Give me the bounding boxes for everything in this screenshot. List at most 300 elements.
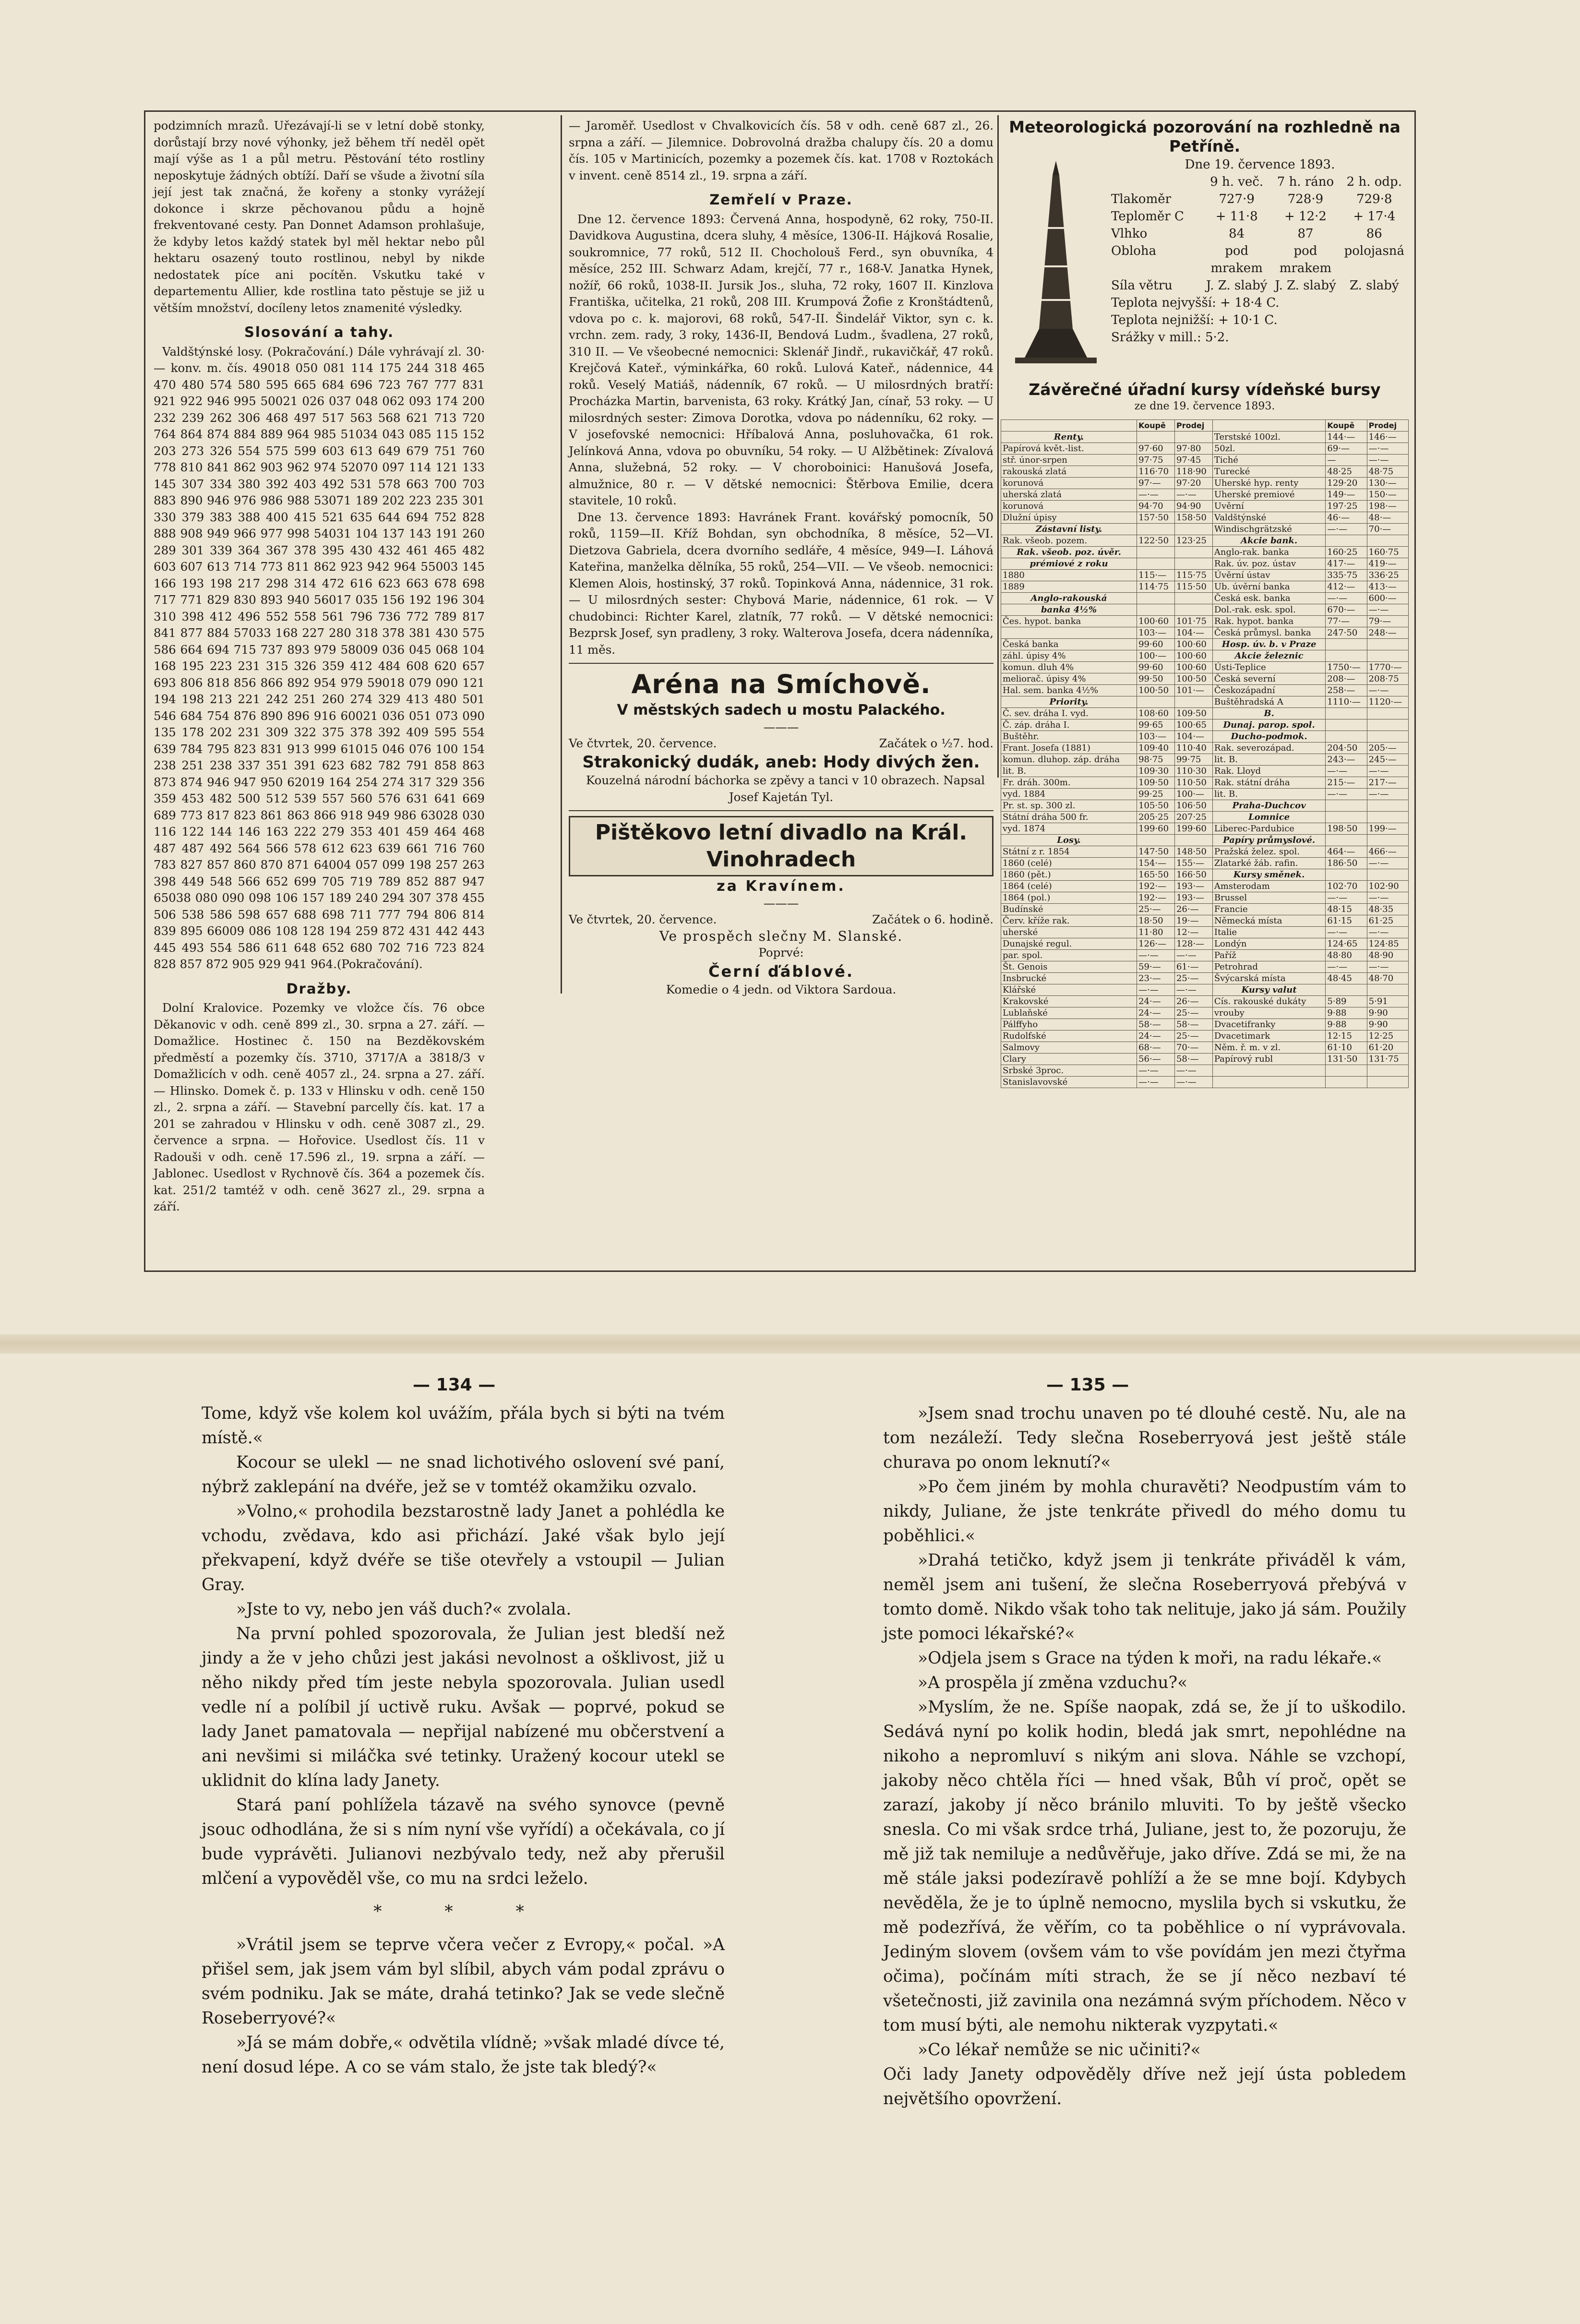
- bourse-cell: Uherské premiové: [1212, 489, 1326, 501]
- meteo-extra-2: Teplota nejnižší: + 10·1 C.: [1111, 313, 1278, 327]
- table-row: [1001, 835, 1409, 846]
- table-row: [1001, 984, 1409, 996]
- bourse-cell: [1367, 835, 1408, 846]
- page-number-left: — 134 —: [413, 1375, 496, 1395]
- bourse-cell: 335·75: [1326, 570, 1367, 581]
- bourse-cell: [1326, 650, 1367, 662]
- table-row: [1001, 996, 1409, 1007]
- bourse-cell: 58·—: [1174, 1019, 1212, 1030]
- bourse-cell: 199·—: [1367, 823, 1408, 835]
- bourse-cell: 110·50: [1174, 777, 1212, 789]
- column-rule-1: [561, 115, 562, 994]
- meteo-col-1: 9 h. več.: [1210, 175, 1264, 189]
- bourse-cell: 199·60: [1137, 823, 1175, 835]
- table-row: [1001, 915, 1409, 927]
- section-break: * * *: [373, 1902, 553, 1921]
- bourse-cell: —·—: [1137, 984, 1175, 996]
- table-row: [1001, 604, 1409, 616]
- bourse-cell: Dunaj. parop. spol.: [1212, 719, 1326, 731]
- arena-title: Aréna na Smíchově.: [631, 669, 931, 699]
- arena-date-row: [569, 735, 993, 752]
- bourse-cell: Hal. sem. banka 4½%: [1001, 685, 1137, 696]
- bourse-cell: Anglo-rak. banka: [1212, 547, 1326, 558]
- table-row: [1001, 570, 1409, 581]
- meteo-row-label: Síla větru: [1111, 278, 1173, 293]
- meteo-row-label: Vlhko: [1111, 227, 1148, 241]
- bourse-cell: 11·80: [1137, 927, 1175, 938]
- bourse-head-cell: Koupě: [1326, 420, 1367, 431]
- deaths-heading: Zemřelí v Praze.: [709, 192, 853, 208]
- bourse-cell: —·—: [1367, 961, 1408, 973]
- bourse-table: [1001, 419, 1409, 1088]
- bourse-cell: 155·—: [1174, 858, 1212, 869]
- bourse-cell: Dunajské regul.: [1001, 938, 1137, 950]
- bourse-cell: rakouská zlatá: [1001, 466, 1137, 478]
- bourse-cell: Pálffyho: [1001, 1019, 1137, 1030]
- bourse-cell: [1137, 593, 1175, 604]
- table-row: [1001, 455, 1409, 466]
- bourse-cell: [1137, 547, 1175, 558]
- bourse-cell: 118·90: [1174, 466, 1212, 478]
- table-row: [1001, 662, 1409, 673]
- meteo-row-value: polojasná: [1344, 244, 1405, 258]
- arena-date: Ve čtvrtek, 20. července.: [569, 736, 717, 750]
- bourse-cell: 68·—: [1137, 1042, 1175, 1054]
- bourse-cell: 670·—: [1326, 604, 1367, 616]
- bourse-cell: 105·50: [1137, 800, 1175, 812]
- bourse-cell: 100·50: [1174, 673, 1212, 685]
- table-row: [1001, 673, 1409, 685]
- bourse-cell: 114·75: [1137, 581, 1175, 593]
- bourse-cell: 108·60: [1137, 708, 1175, 719]
- bourse-cell: 70·—: [1367, 524, 1408, 535]
- table-row: [1001, 1007, 1409, 1019]
- bourse-cell: 1750·—: [1326, 662, 1367, 673]
- bourse-cell: Krakovské: [1001, 996, 1137, 1007]
- bourse-cell: [1137, 835, 1175, 846]
- bourse-cell: 48·90: [1367, 950, 1408, 961]
- column-3: [1001, 118, 1409, 1087]
- novel-paragraph: »A prospěla jí změna vzduchu?«: [918, 1673, 1188, 1692]
- novel-paragraph: »Jste to vy, nebo jen váš duch?« zvolala.: [236, 1600, 572, 1619]
- bourse-cell: 5·91: [1367, 996, 1408, 1007]
- bourse-cell: 1110·—: [1326, 696, 1367, 708]
- ornament-dash: ———: [763, 719, 799, 734]
- bourse-cell: Dvacetifranky: [1212, 1019, 1326, 1030]
- bourse-cell: 99·50: [1137, 673, 1175, 685]
- bourse-cell: 12·25: [1367, 1030, 1408, 1042]
- bourse-cell: 25·—: [1174, 1030, 1212, 1042]
- bourse-cell: Rak. hypot. banka: [1212, 616, 1326, 627]
- novel-paragraph: »Co lékař nemůže se nic učiniti?«: [918, 2040, 1201, 2060]
- table-row: [1001, 501, 1409, 512]
- bourse-cell: [1367, 1077, 1408, 1088]
- pistek-subtitle: za Kravínem.: [717, 878, 846, 895]
- bourse-cell: 157·50: [1137, 512, 1175, 524]
- novel-paragraph: »Vrátil jsem se teprve včera večer z Evropy,« počal. »A přišel sem, jak jsem vám byl slíbil, abych vám podal zprávu o svém podniku. Jak se máte, drahá tetinko? Jak se vede slečně Roseberryové?«: [202, 1935, 725, 2028]
- bourse-cell: [1326, 719, 1367, 731]
- bourse-cell: Uvěrní: [1212, 501, 1326, 512]
- bourse-cell: vyd. 1874: [1001, 823, 1137, 835]
- bourse-cell: 205·—: [1367, 743, 1408, 754]
- bourse-cell: 9·90: [1367, 1019, 1408, 1030]
- table-row: [1001, 512, 1409, 524]
- bourse-cell: 18·50: [1137, 915, 1175, 927]
- bourse-cell: 5·89: [1326, 996, 1367, 1007]
- novel-paragraph: »Volno,« prohodila bezstarostně lady Janet a pohlédla ke vchodu, zvědava, kdo asi přichází. Jaké však bylo její překvapení, když dvéře se tiše otevřely a vstoupil — Julian Gray.: [202, 1502, 725, 1594]
- bourse-cell: Pražská želez. spol.: [1212, 846, 1326, 858]
- table-row: [1001, 823, 1409, 835]
- bourse-cell: 26·—: [1174, 904, 1212, 915]
- bourse-cell: 70·—: [1174, 1042, 1212, 1054]
- bourse-cell: [1326, 835, 1367, 846]
- bourse-cell: 205·25: [1137, 812, 1175, 823]
- column-2: [569, 118, 993, 1010]
- bourse-cell: Buštěhradská A: [1212, 696, 1326, 708]
- pistek-time: Začátek o 6. hodině.: [872, 912, 993, 926]
- meteo-row-value: 729·8: [1356, 192, 1392, 206]
- bourse-cell: [1367, 800, 1408, 812]
- bourse-cell: 56·—: [1137, 1054, 1175, 1065]
- table-row: [1001, 892, 1409, 904]
- bourse-cell: [1326, 812, 1367, 823]
- bourse-cell: komun. dluh 4%: [1001, 662, 1137, 673]
- bourse-cell: 25·—: [1137, 904, 1175, 915]
- bourse-cell: 126·—: [1137, 938, 1175, 950]
- bourse-cell: 79·—: [1367, 616, 1408, 627]
- bourse-cell: uherské: [1001, 927, 1137, 938]
- bourse-cell: vrouby: [1212, 1007, 1326, 1019]
- table-row: [1001, 627, 1409, 639]
- bourse-cell: —·—: [1326, 593, 1367, 604]
- bourse-cell: 48·—: [1367, 512, 1408, 524]
- bourse-cell: komun. dluhop. záp. dráha: [1001, 754, 1137, 766]
- bourse-cell: [1367, 812, 1408, 823]
- auction-heading: Dražby.: [286, 980, 352, 997]
- bourse-cell: 23·—: [1137, 973, 1175, 984]
- bourse-cell: [1367, 1065, 1408, 1077]
- bourse-cell: Renty.: [1001, 431, 1137, 443]
- table-row: [1001, 535, 1409, 547]
- bourse-cell: lit. B.: [1001, 766, 1137, 777]
- table-row: [1001, 685, 1409, 696]
- bourse-cell: 58·—: [1174, 1054, 1212, 1065]
- meteo-extra-1: Teplota nejvyšší: + 18·4 C.: [1111, 296, 1280, 310]
- novel-paragraph: »Drahá tetičko, když jsem ji tenkráte přiváděl k vám, neměl jsem ani tušení, že slečna Roseberryová přebývá v tomto domě. Nikdo však toho tak nelituje, jako já sám. Použily jste pomoci lékařské?«: [883, 1551, 1406, 1643]
- table-row: [1001, 489, 1409, 501]
- bourse-cell: 192·—: [1137, 881, 1175, 892]
- bourse-cell: [1174, 593, 1212, 604]
- bourse-cell: —·—: [1137, 489, 1175, 501]
- meteo-row-value: + 12·2: [1284, 209, 1327, 224]
- bourse-cell: 99·60: [1137, 639, 1175, 650]
- bourse-cell: 128·—: [1174, 938, 1212, 950]
- meteo-row-value: 728·9: [1287, 192, 1324, 206]
- bourse-cell: 100·50: [1137, 685, 1175, 696]
- bourse-cell: 186·50: [1326, 858, 1367, 869]
- bourse-cell: 102·90: [1367, 881, 1408, 892]
- bourse-cell: Turecké: [1212, 466, 1326, 478]
- bourse-cell: Rak. severozápad.: [1212, 743, 1326, 754]
- meteo-row-value: 727·9: [1219, 192, 1255, 206]
- bourse-cell: 98·75: [1137, 754, 1175, 766]
- bourse-cell: 215·—: [1326, 777, 1367, 789]
- bourse-cell: 100·60: [1174, 639, 1212, 650]
- bourse-cell: 417·—: [1326, 558, 1367, 570]
- bourse-cell: 97·45: [1174, 455, 1212, 466]
- bourse-cell: Ducho-podmok.: [1212, 731, 1326, 743]
- tower-icon: [1001, 156, 1111, 367]
- bourse-cell: 46·—: [1326, 512, 1367, 524]
- bourse-cell: 97·20: [1174, 478, 1212, 489]
- bourse-cell: 9·88: [1326, 1019, 1367, 1030]
- bourse-cell: 130·—: [1367, 478, 1408, 489]
- bourse-cell: Lublaňské: [1001, 1007, 1137, 1019]
- bourse-cell: [1137, 696, 1175, 708]
- bourse-cell: 193·—: [1174, 892, 1212, 904]
- bourse-cell: [1326, 869, 1367, 881]
- bourse-cell: Buštěhr.: [1001, 731, 1137, 743]
- novel-paragraph: »Já se mám dobře,« odvětila vlídně; »však mladé dívce té, není dosud lépe. A co se vám stalo, že jste tak bledý?«: [202, 2033, 725, 2077]
- bourse-cell: 100·—: [1174, 789, 1212, 800]
- table-row: [1001, 961, 1409, 973]
- bourse-cell: 198·—: [1367, 501, 1408, 512]
- table-row: [1001, 777, 1409, 789]
- table-row: [1001, 754, 1409, 766]
- novel-paragraph: »Myslím, že ne. Spíše naopak, zdá se, že jí to uškodilo. Sedává nyní po kolik hodin, bledá jak smrt, nepohlédne na nikoho a nepromluví s nikým ani slova. Náhle se vzchopí, jakoby něco chtěla říci — hned však, Bůh ví proč, opět se zarazí, jakoby jí něco bránilo mluviti. To by ještě všecko snesla. Co mi však srdce trhá, Juliane, jest to, že pozoruju, že mě již tak nemiluje a nedůvěřuje, jako dříve. Zdá se mi, že na mě stále jaksi podezíravě pohlíží a že se mne bojí. Kdybych nevěděla, že je to úplně nemocno, myslila bych si vskutku, že mě podezřívá, že věřím, co ta poběhlice o ní vyprávovala. Jediným slovem (ovšem vám to vše povídám jen mezi čtyřma očima), počínám míti strach, že se jí něco nezbaví té všetečnosti, již zavinila ona nezámná svým příchodem. Něco v tom musí býti, ale nemohu nikterak vyzpytati.«: [883, 1698, 1406, 2035]
- bourse-cell: Rudolfské: [1001, 1030, 1137, 1042]
- bourse-cell: 24·—: [1137, 1030, 1175, 1042]
- novel-paragraph: »Jsem snad trochu unaven po té dlouhé cestě. Nu, ale na tom nezáleží. Tedy slečna Roseberryová jest ještě stále churava po onom leknutí?«: [883, 1404, 1406, 1472]
- bourse-cell: 192·—: [1137, 892, 1175, 904]
- meteo-date: Dne 19. července 1893.: [1185, 157, 1335, 172]
- bourse-cell: 124·85: [1367, 938, 1408, 950]
- arena-time: Začátek o ½7. hod.: [879, 736, 993, 750]
- meteo-col-2: 7 h. ráno: [1277, 175, 1334, 189]
- meteo-row: [1111, 208, 1409, 225]
- bourse-cell: Českozápadní: [1212, 685, 1326, 696]
- bourse-cell: 144·—: [1326, 431, 1367, 443]
- bourse-cell: [1367, 650, 1408, 662]
- bourse-cell: [1137, 604, 1175, 616]
- bourse-cell: 94·70: [1137, 501, 1175, 512]
- meteo-row-value: Z. slabý: [1350, 278, 1399, 293]
- bourse-cell: [1326, 535, 1367, 547]
- bourse-cell: 1880: [1001, 570, 1137, 581]
- bourse-cell: Státní dráha 500 fr.: [1001, 812, 1137, 823]
- bourse-cell: Rak. Lloyd: [1212, 766, 1326, 777]
- bourse-cell: Liberec-Pardubice: [1212, 823, 1326, 835]
- bourse-cell: Česká severní: [1212, 673, 1326, 685]
- bourse-cell: 149·—: [1326, 489, 1367, 501]
- meteo-row: [1111, 191, 1409, 208]
- bourse-cell: Ub. úvěrní banka: [1212, 581, 1326, 593]
- bourse-cell: Č. záp. dráha I.: [1001, 719, 1137, 731]
- table-row: [1001, 547, 1409, 558]
- bourse-cell: —·—: [1367, 766, 1408, 777]
- bourse-cell: —·—: [1367, 685, 1408, 696]
- meteo-readings: [1111, 156, 1409, 367]
- bourse-cell: Česká banka: [1001, 639, 1137, 650]
- bourse-cell: —·—: [1326, 524, 1367, 535]
- bourse-cell: Dol.-rak. esk. spol.: [1212, 604, 1326, 616]
- bourse-cell: —·—: [1367, 892, 1408, 904]
- table-row: [1001, 743, 1409, 754]
- bourse-cell: [1137, 558, 1175, 570]
- bourse-cell: 208·—: [1326, 673, 1367, 685]
- bourse-cell: [1367, 708, 1408, 719]
- meteo-header-blank: [1111, 173, 1202, 191]
- bourse-cell: Lomnice: [1212, 812, 1326, 823]
- bourse-cell: Budínské: [1001, 904, 1137, 915]
- bourse-cell: 154·—: [1137, 858, 1175, 869]
- bourse-cell: 97·75: [1137, 455, 1175, 466]
- bourse-cell: 48·25: [1326, 466, 1367, 478]
- bourse-cell: 69·—: [1326, 443, 1367, 455]
- bourse-cell: 150·—: [1367, 489, 1408, 501]
- bourse-cell: 59·—: [1137, 961, 1175, 973]
- bourse-cell: Pr. st. sp. 300 zl.: [1001, 800, 1137, 812]
- table-row: [1001, 478, 1409, 489]
- bourse-cell: 198·50: [1326, 823, 1367, 835]
- bourse-cell: [1174, 431, 1212, 443]
- bourse-cell: 336·25: [1367, 570, 1408, 581]
- table-row: [1001, 766, 1409, 777]
- meteo-row: [1111, 277, 1409, 294]
- bourse-cell: Papírový rubl: [1212, 1054, 1326, 1065]
- bourse-cell: Brussel: [1212, 892, 1326, 904]
- bourse-table-head: [1001, 420, 1409, 431]
- bourse-cell: 100·60: [1174, 650, 1212, 662]
- bourse-cell: 61·15: [1326, 915, 1367, 927]
- meteo-row-value: J. Z. slabý: [1275, 278, 1336, 293]
- bourse-cell: [1174, 547, 1212, 558]
- bourse-cell: 50zl.: [1212, 443, 1326, 455]
- bourse-cell: 122·50: [1137, 535, 1175, 547]
- bourse-cell: Stanislavovské: [1001, 1077, 1137, 1088]
- meteo-col-3: 2 h. odp.: [1346, 175, 1402, 189]
- bourse-cell: 103·—: [1137, 731, 1175, 743]
- bourse-cell: 131·50: [1326, 1054, 1367, 1065]
- pistek-first: Poprvé:: [758, 946, 804, 959]
- bourse-cell: 115·—: [1137, 570, 1175, 581]
- meteo-block: [1001, 156, 1409, 367]
- table-row: [1001, 443, 1409, 455]
- bourse-cell: Francie: [1212, 904, 1326, 915]
- novel-paragraph: Tome, když vše kolem kol uvážím, přála bych si býti na tvém místě.«: [202, 1404, 725, 1448]
- bourse-cell: 99·60: [1137, 662, 1175, 673]
- table-row: [1001, 904, 1409, 915]
- meteo-extra-3: Srážky v mill.: 5·2.: [1111, 330, 1229, 345]
- page-number-right: — 135 —: [1046, 1375, 1129, 1395]
- bourse-cell: 77·—: [1326, 616, 1367, 627]
- bourse-cell: Zlatarké žáb. rafin.: [1212, 858, 1326, 869]
- bourse-cell: 97·—: [1137, 478, 1175, 489]
- table-row: [1001, 524, 1409, 535]
- table-row: [1001, 789, 1409, 800]
- bourse-cell: Losy.: [1001, 835, 1137, 846]
- bourse-cell: —·—: [1367, 604, 1408, 616]
- bourse-cell: [1001, 627, 1137, 639]
- bourse-cell: 100·60: [1174, 662, 1212, 673]
- column-rule-2: [997, 115, 999, 778]
- bourse-cell: 413·—: [1367, 581, 1408, 593]
- bourse-cell: 158·50: [1174, 512, 1212, 524]
- novel-paragraph: »Po čem jiném by mohla churavěti? Neodpustím vám to nikdy, Juliane, že jste tenkráte přivedl do mého domu tu poběhlici.«: [883, 1477, 1406, 1545]
- meteo-row-value: pod mrakem: [1210, 244, 1263, 276]
- bourse-cell: Kursy směnek.: [1212, 869, 1326, 881]
- bourse-cell: Rak. státní dráha: [1212, 777, 1326, 789]
- intro-paragraph: podzimních mrazů. Uřezávají-li se v letní době stonky, dorůstají brzy nové výhonky, jež během tří neděl opět mají výše as 1 a půl metru. Pěstování této rostliny neposkytuje žádných obtíží. Daří se všude a životní síla její jest tak značná, že kořeny a stonky vyrážejí dokonce i skrze pěchovanou půdu a hojně frekventované cesty. Pan Donnet Adamson prohlašuje, že kdyby letos každý statek byl měl hektar nebo půl hektaru osazený touto rostlinou, nebyl by nikde nedostatek píce ani pocítěn. Vskutku také v departementu Allier, kde rostlina tato pěstuje se již u větším množství, docíleny letos znamenité výsledky.: [154, 119, 485, 315]
- bourse-cell: 160·75: [1367, 547, 1408, 558]
- bourse-cell: Hosp. úv. b. v Praze: [1212, 639, 1326, 650]
- bourse-cell: Rak. úv. poz. ústav: [1212, 558, 1326, 570]
- bourse-cell: Št. Genois: [1001, 961, 1137, 973]
- bourse-cell: korunová: [1001, 501, 1137, 512]
- bourse-cell: 245·—: [1367, 754, 1408, 766]
- bourse-table-body: [1001, 431, 1409, 1088]
- table-row: [1001, 881, 1409, 892]
- table-row: [1001, 431, 1409, 443]
- bourse-cell: Úvěrní ústav: [1212, 570, 1326, 581]
- novel-paragraph: Kocour se ulekl — ne snad lichotivého oslovení své paní, nýbrž zaklepání na dvéře, jež se v tomtéž okamžiku ozvalo.: [202, 1453, 725, 1497]
- bourse-cell: 48·35: [1367, 904, 1408, 915]
- meteo-row: [1111, 242, 1409, 277]
- bourse-cell: 217·—: [1367, 777, 1408, 789]
- meteo-header-row: [1111, 173, 1409, 191]
- bourse-cell: [1367, 731, 1408, 743]
- bourse-cell: —·—: [1174, 984, 1212, 996]
- ornament-dash-2: ———: [763, 896, 799, 910]
- bourse-head-cell: Prodej: [1174, 420, 1212, 431]
- table-row: [1001, 938, 1409, 950]
- bourse-cell: 99·65: [1137, 719, 1175, 731]
- meteo-row-value: 86: [1366, 227, 1382, 241]
- bourse-cell: [1174, 835, 1212, 846]
- bourse-cell: 464·—: [1326, 846, 1367, 858]
- novel-paragraph: Na první pohled spozorovala, že Julian jest bledší než jindy a že v jeho chůzi jest jakási nevolnost a ošklivost, již u něho nikdy před tím jeste nebyla spozorovala. Julian usedl vedle ní a políbil jí uctivě ruku. Avšak — poprvé, pokud se lady Janet pamatovala — nepřijal nabízené mu občerstvení a ani nevšimi si miláčka své tetinky. Uražený kocour utekl se uklidnit do klína lady Janety.: [202, 1624, 725, 1790]
- novel-paragraph: »Odjela jsem s Grace na týden k moři, na radu lékaře.«: [918, 1649, 1382, 1668]
- pistek-date: Ve čtvrtek, 20. července.: [569, 912, 717, 926]
- bourse-cell: [1326, 1077, 1367, 1088]
- meteo-row-label: Teploměr C: [1111, 209, 1184, 224]
- bourse-cell: Rak. všeob. pozem.: [1001, 535, 1137, 547]
- bourse-cell: 193·—: [1174, 881, 1212, 892]
- table-row: [1001, 858, 1409, 869]
- bourse-cell: [1367, 535, 1408, 547]
- bourse-cell: 124·65: [1326, 938, 1367, 950]
- bourse-cell: Rak. všeob. poz. úvěr.: [1001, 547, 1137, 558]
- bourse-cell: [1326, 984, 1367, 996]
- bourse-cell: prémiové z roku: [1001, 558, 1137, 570]
- bourse-cell: —·—: [1174, 489, 1212, 501]
- page-fold: [0, 1334, 1580, 1354]
- bourse-cell: Č. sev. dráha I. vyd.: [1001, 708, 1137, 719]
- bourse-cell: Německá místa: [1212, 915, 1326, 927]
- column-1: [154, 118, 485, 1265]
- bourse-cell: 129·20: [1326, 478, 1367, 489]
- bourse-cell: Tiché: [1212, 455, 1326, 466]
- bourse-cell: 106·50: [1174, 800, 1212, 812]
- meteo-row: [1111, 225, 1409, 242]
- table-row: [1001, 950, 1409, 961]
- bourse-cell: Akcie železnic: [1212, 650, 1326, 662]
- bourse-cell: —·—: [1137, 1065, 1175, 1077]
- bourse-cell: Ústi-Teplice: [1212, 662, 1326, 673]
- table-row: [1001, 650, 1409, 662]
- bourse-cell: Clary: [1001, 1054, 1137, 1065]
- bourse-cell: Praha-Duchcov: [1212, 800, 1326, 812]
